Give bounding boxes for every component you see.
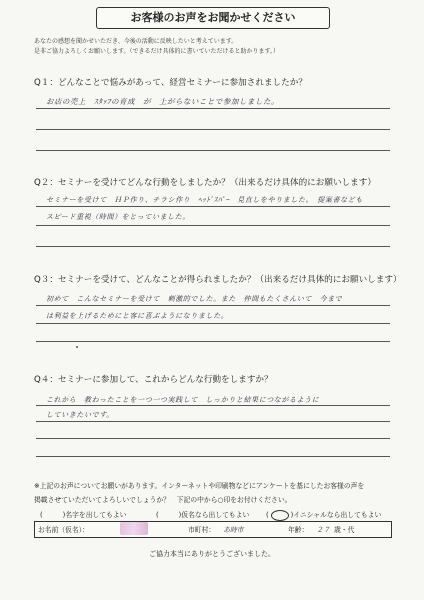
answer-rule <box>36 150 390 151</box>
option-mark-empty <box>45 511 61 520</box>
answer-rule <box>36 206 390 207</box>
age-label: 年齢： <box>288 526 309 534</box>
age-value: ２７ <box>316 526 330 534</box>
answer-4-line-2: していきたいです。 <box>46 411 114 419</box>
intro-line: あなたの感想を聞かせいただき、今後の活動に反映したいと考えています。 <box>34 38 238 45</box>
city-label: 市町村： <box>188 526 216 534</box>
option-initials-label: イニシャルなら出してもよい <box>293 511 382 519</box>
name-label: お名前（仮名）： <box>38 526 89 534</box>
answer-rule <box>36 305 390 306</box>
answer-rule <box>36 246 390 247</box>
answer-rule <box>36 225 390 226</box>
intro-line: 是非ご協力よろしくお願いします。（できるだけ具体的に書いていただけると助かります。） <box>34 47 280 55</box>
intro-text <box>34 37 394 56</box>
answer-rule <box>36 129 390 130</box>
option-alias[interactable]: ( )仮名なら出してもよい <box>156 511 250 519</box>
answer-rule <box>36 341 390 342</box>
answer-3-line-2: は利益を上げるためにと客に喜ぶようになりました。 <box>46 312 229 320</box>
answer-2-line-2: スピード重視（時間）をとっていました。 <box>46 213 190 221</box>
answer-rule <box>36 456 390 457</box>
consent-note-2: 掲載させていただいてよろしいでしょうか？ 下記の中から○印をお付けください。 <box>34 496 292 504</box>
answer-rule <box>36 405 390 406</box>
answer-1-line-1: お店の売上 ｽﾀｯﾌの育成 が 上がらないことで参加しました。 <box>46 97 279 106</box>
option-surname-label: 名字を出してもよい <box>65 511 127 519</box>
answer-3-line-1: 初めて こんなセミナーを受けて 刺激的でした。また 仲間もたくさんいて 今まで <box>46 295 343 303</box>
answer-2-line-1: セミナーを受けて ＨＰ作り、チラシ作り ﾍｯﾄﾞｽﾊﾟｰ 見直しをやりました。 提案書なども <box>46 196 363 204</box>
consent-note-1: ※上記のお声についてお願いがあります。インターネットや印刷物などにアンケートを基にしたお客様の声を <box>34 482 365 490</box>
age-field <box>288 524 354 534</box>
ink-dot <box>76 346 78 348</box>
age-suffix: 歳・代 <box>333 526 355 534</box>
option-surname[interactable]: ( )名字を出してもよい <box>40 511 127 519</box>
city-value: あ時市 <box>223 526 244 534</box>
answer-rule <box>36 421 390 422</box>
question-1: Q１：どんなことで悩みがあって、経営セミナーに参加されましたか？ <box>34 78 307 88</box>
question-2: Q２：セミナーを受けてどんな行動をしましたか？（出来るだけ具体的にお願いします） <box>34 178 376 188</box>
city-field <box>188 524 244 534</box>
option-initials[interactable]: ( )イニシャルなら出してもよい <box>266 511 382 519</box>
page-title: お客様のお声をお聞かせください <box>96 7 330 29</box>
question-3: Q３：セミナーを受けて、どんなことが得られましたか？（出来るだけ具体的にお願いします） <box>34 275 402 285</box>
thanks-text: ご協力本当にありがとうございました。 <box>149 550 275 558</box>
option-alias-label: 仮名なら出してもよい <box>181 511 250 519</box>
answer-rule <box>36 438 390 439</box>
answer-4-line-1: これから 教わったことを一つ一つ実践して しっかりと結果につながるように <box>46 396 320 404</box>
answer-rule <box>36 108 390 109</box>
redaction-block <box>120 522 148 535</box>
option-mark-empty <box>161 511 177 520</box>
answer-rule <box>36 323 390 324</box>
circle-mark-icon <box>271 510 289 521</box>
question-4: Q４：セミナーに参加して、これからどんな行動をしますか？ <box>34 375 273 385</box>
